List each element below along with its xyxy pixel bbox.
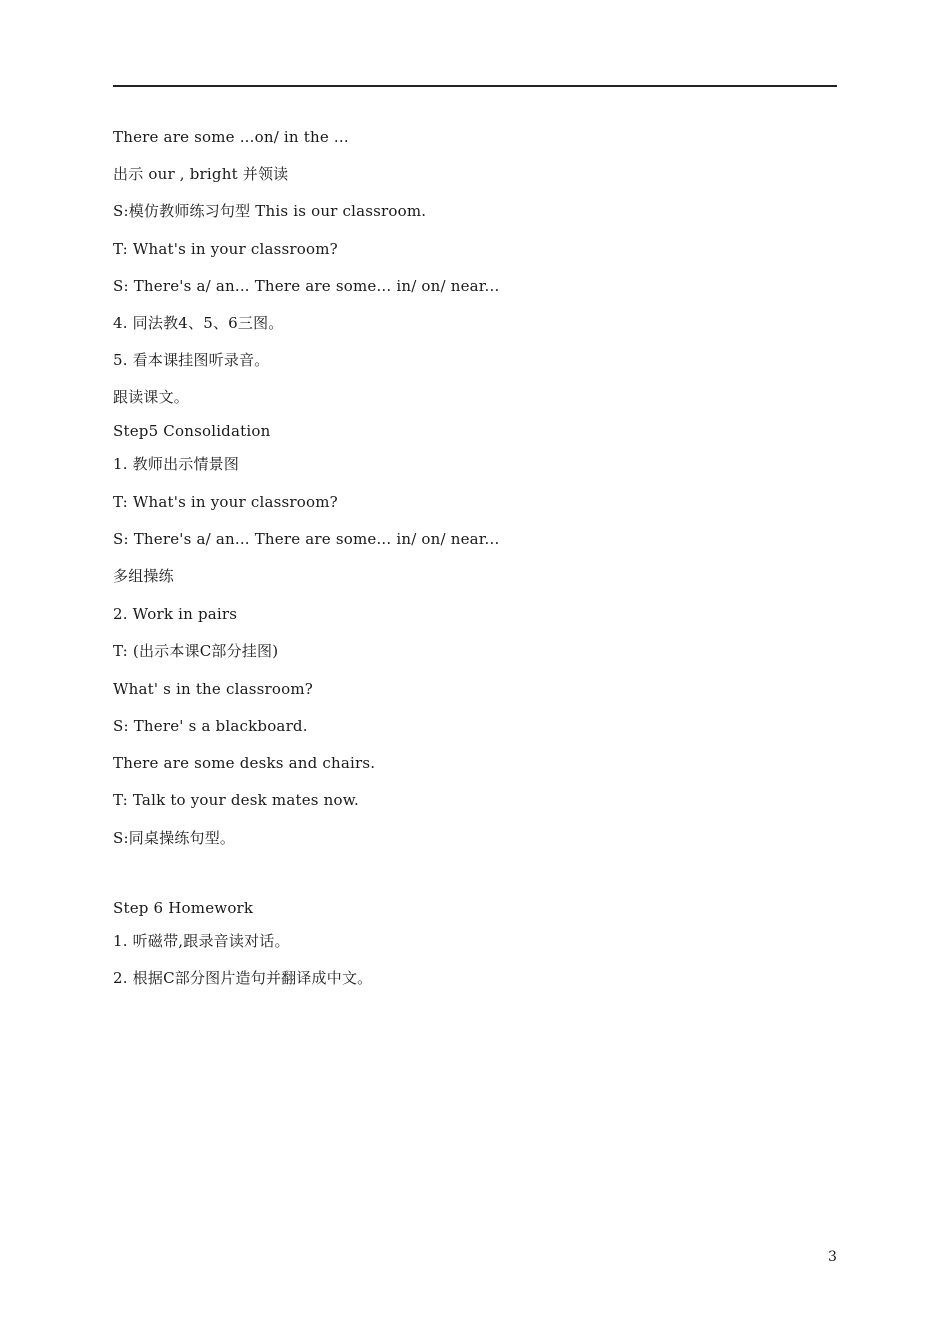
page-number: 3 bbox=[828, 1249, 837, 1265]
doc-line: 5. 看本课挂图听录音。 bbox=[113, 351, 270, 369]
doc-line: What' s in the classroom? bbox=[113, 680, 313, 698]
doc-line: 1. 教师出示情景图 bbox=[113, 455, 240, 473]
doc-line: S: There's a/ an... There are some... in/ on/ near... bbox=[113, 530, 500, 548]
doc-line: T: Talk to your desk mates now. bbox=[113, 791, 359, 809]
section-heading: Step5 Consolidation bbox=[113, 422, 271, 440]
doc-line: 跟读课文。 bbox=[113, 388, 190, 406]
doc-line: 2. 根据C部分图片造句并翻译成中文。 bbox=[113, 969, 373, 987]
doc-line: S:模仿教师练习句型 This is our classroom. bbox=[113, 202, 427, 220]
doc-line: 多组操练 bbox=[113, 567, 174, 585]
doc-line: 4. 同法教4、5、6三图。 bbox=[113, 314, 284, 332]
doc-line: There are some ...on/ in the ... bbox=[113, 128, 349, 146]
doc-line: T: What's in your classroom? bbox=[113, 240, 338, 258]
doc-line: T: (出示本课C部分挂图) bbox=[113, 642, 279, 660]
doc-line: There are some desks and chairs. bbox=[113, 754, 376, 772]
section-heading: Step 6 Homework bbox=[113, 899, 254, 917]
doc-line: S: There's a/ an... There are some... in/ on/ near... bbox=[113, 277, 500, 295]
doc-line: 2. Work in pairs bbox=[113, 605, 238, 623]
doc-line: 1. 听磁带,跟录音读对话。 bbox=[113, 932, 290, 950]
doc-line: S: There' s a blackboard. bbox=[113, 717, 308, 735]
doc-line: S:同桌操练句型。 bbox=[113, 829, 236, 847]
header-rule bbox=[113, 85, 837, 87]
doc-line: T: What's in your classroom? bbox=[113, 493, 338, 511]
doc-line: 出示 our , bright 并领读 bbox=[113, 165, 289, 183]
